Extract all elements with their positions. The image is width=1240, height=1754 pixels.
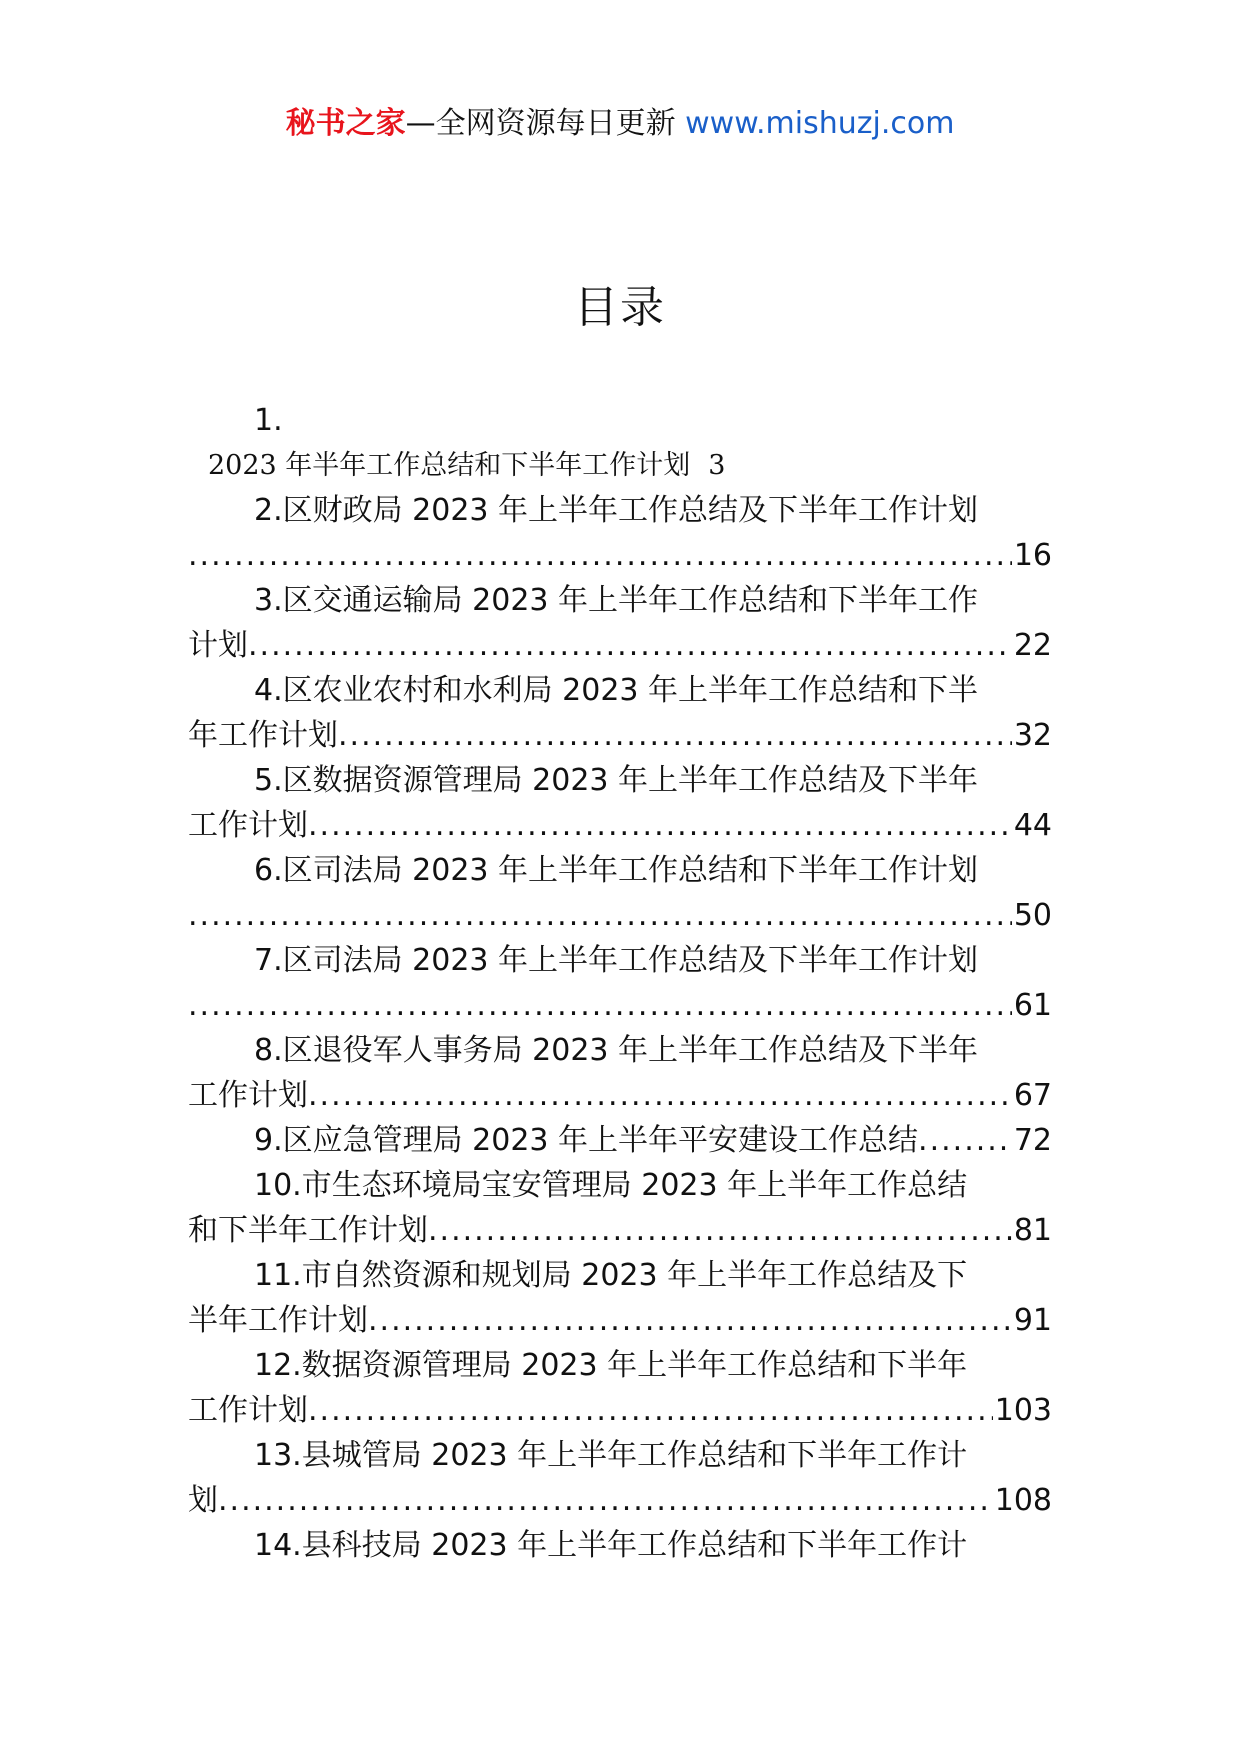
toc-entry-number: 5.	[254, 763, 283, 798]
toc-entry-1-number[interactable]	[188, 398, 1052, 443]
brand-name: 秘书之家	[285, 106, 406, 141]
toc-entry-title: 县科技局 2023 年上半年工作总结和下半年工作计	[301, 1528, 968, 1563]
toc-entry-title: 区财政局 2023 年上半年工作总结及下半年工作计划	[282, 493, 979, 528]
toc-entry-page: 72	[1013, 1123, 1052, 1158]
toc-entry-number: 6.	[254, 853, 283, 888]
toc-entry-4-leader[interactable]	[188, 713, 1052, 758]
toc-entry-10-leader[interactable]	[188, 1208, 1052, 1253]
dot-leader	[428, 1208, 1012, 1253]
dot-leader	[368, 1298, 1012, 1343]
toc-entry-page: 61	[1013, 988, 1052, 1023]
page-title: 目录	[574, 282, 666, 333]
toc-entry-title: 2023 年半年工作总结和下半年工作计划	[208, 450, 691, 481]
toc-entry-title: 市自然资源和规划局 2023 年上半年工作总结及下	[301, 1258, 968, 1293]
toc-entry-13-leader[interactable]	[188, 1478, 1052, 1523]
toc-entry-number: 8.	[254, 1033, 283, 1068]
toc-entry-9[interactable]	[188, 1118, 1052, 1163]
toc-entry-number: 9.	[254, 1123, 283, 1158]
toc-entry-11-leader[interactable]	[188, 1298, 1052, 1343]
toc-entry-12[interactable]	[188, 1343, 1052, 1388]
dot-leader	[308, 1073, 1012, 1118]
toc-entry-title: 县城管局 2023 年上半年工作总结和下半年工作计	[301, 1438, 968, 1473]
toc-entry-6-leader[interactable]	[188, 893, 1052, 938]
toc-entry-title-cont: 工作计划	[188, 808, 308, 843]
toc-entry-2-leader[interactable]	[188, 533, 1052, 578]
toc-entry-page: 108	[994, 1483, 1052, 1518]
toc-entry-page: 44	[1013, 808, 1052, 843]
toc-entry-13[interactable]	[188, 1433, 1052, 1478]
toc-entry-title-cont: 划	[188, 1483, 218, 1518]
toc-entry-10[interactable]	[188, 1163, 1052, 1208]
toc-entry-title: 区农业农村和水利局 2023 年上半年工作总结和下半	[282, 673, 979, 708]
toc-entry-title-cont: 和下半年工作计划	[188, 1213, 428, 1248]
site-url-link[interactable]: www.mishuzj.com	[685, 106, 955, 141]
toc-entry-page: 3	[708, 450, 726, 481]
dot-leader	[188, 533, 1012, 578]
dot-leader	[188, 983, 1012, 1028]
toc-entry-number: 14.	[254, 1528, 302, 1563]
toc-entry-2[interactable]	[188, 488, 1052, 533]
toc-entry-6[interactable]	[188, 848, 1052, 893]
toc-entry-12-leader[interactable]	[188, 1388, 1052, 1433]
toc-entry-5-leader[interactable]	[188, 803, 1052, 848]
dot-leader	[918, 1118, 1012, 1163]
table-of-contents	[188, 398, 1052, 1568]
dot-leader	[308, 803, 1012, 848]
toc-entry-8-leader[interactable]	[188, 1073, 1052, 1118]
toc-entry-title: 区数据资源管理局 2023 年上半年工作总结及下半年	[282, 763, 979, 798]
toc-entry-4[interactable]	[188, 668, 1052, 713]
dot-leader	[188, 893, 1012, 938]
toc-entry-title: 数据资源管理局 2023 年上半年工作总结和下半年	[301, 1348, 968, 1383]
site-header	[0, 104, 1240, 144]
dot-leader	[308, 1388, 993, 1433]
toc-entry-11[interactable]	[188, 1253, 1052, 1298]
toc-entry-title-cont: 半年工作计划	[188, 1303, 368, 1338]
toc-entry-number: 1.	[254, 403, 283, 438]
toc-entry-3-leader[interactable]	[188, 623, 1052, 668]
toc-entry-page: 16	[1013, 538, 1052, 573]
toc-entry-number: 7.	[254, 943, 283, 978]
toc-entry-page: 67	[1013, 1078, 1052, 1113]
toc-entry-number: 10.	[254, 1168, 302, 1203]
toc-entry-page: 91	[1013, 1303, 1052, 1338]
toc-entry-7-leader[interactable]	[188, 983, 1052, 1028]
toc-entry-3[interactable]	[188, 578, 1052, 623]
toc-entry-page: 50	[1013, 898, 1052, 933]
toc-entry-number: 13.	[254, 1438, 302, 1473]
dot-leader	[338, 713, 1012, 758]
toc-entry-number: 2.	[254, 493, 283, 528]
toc-entry-number: 12.	[254, 1348, 302, 1383]
toc-entry-page: 32	[1013, 718, 1052, 753]
header-slogan: —全网资源每日更新	[405, 106, 676, 141]
toc-entry-title-cont: 年工作计划	[188, 718, 338, 753]
toc-entry-number: 11.	[254, 1258, 302, 1293]
toc-entry-14[interactable]	[188, 1523, 1052, 1568]
dot-leader	[248, 623, 1012, 668]
toc-entry-title-cont: 工作计划	[188, 1393, 308, 1428]
toc-entry-title: 区交通运输局 2023 年上半年工作总结和下半年工作	[282, 583, 979, 618]
toc-entry-title: 市生态环境局宝安管理局 2023 年上半年工作总结	[301, 1168, 968, 1203]
toc-entry-title: 区司法局 2023 年上半年工作总结和下半年工作计划	[282, 853, 979, 888]
toc-entry-5[interactable]	[188, 758, 1052, 803]
toc-entry-number: 3.	[254, 583, 283, 618]
toc-entry-7[interactable]	[188, 938, 1052, 983]
toc-entry-page: 81	[1013, 1213, 1052, 1248]
dot-leader	[218, 1478, 993, 1523]
toc-entry-title-cont: 计划	[188, 628, 248, 663]
toc-entry-number: 4.	[254, 673, 283, 708]
toc-entry-title: 区司法局 2023 年上半年工作总结及下半年工作计划	[282, 943, 979, 978]
toc-entry-8[interactable]	[188, 1028, 1052, 1073]
toc-entry-title: 区退役军人事务局 2023 年上半年工作总结及下半年	[282, 1033, 979, 1068]
toc-entry-title: 区应急管理局 2023 年上半年平安建设工作总结	[282, 1123, 919, 1158]
toc-entry-title-cont: 工作计划	[188, 1078, 308, 1113]
toc-entry-page: 103	[994, 1393, 1052, 1428]
toc-entry-page: 22	[1013, 628, 1052, 663]
toc-entry-1-title[interactable]	[188, 443, 1052, 488]
